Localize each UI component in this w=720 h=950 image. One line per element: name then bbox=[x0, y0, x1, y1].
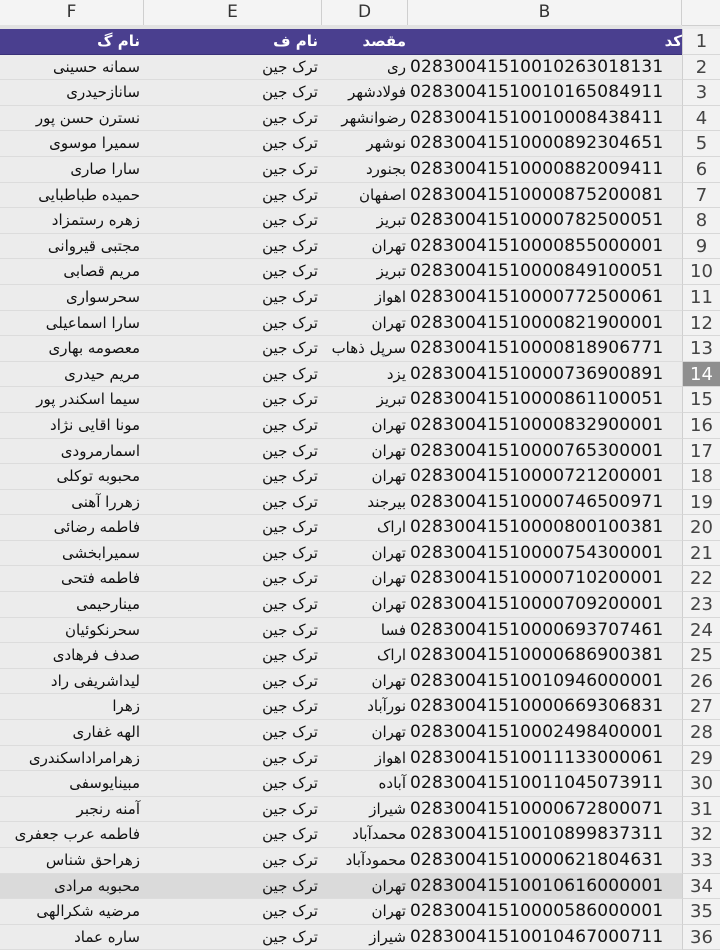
cell-family[interactable]: ترک جین bbox=[262, 134, 318, 153]
cell-family[interactable]: ترک جین bbox=[262, 159, 318, 178]
row-number[interactable]: 7 bbox=[682, 183, 720, 209]
cell-name[interactable]: لیداشریفی راد bbox=[50, 671, 140, 690]
cell-name[interactable]: مجتبی قیروانی bbox=[47, 236, 140, 255]
cell-code[interactable]: 02830041510000849100051 bbox=[410, 261, 664, 282]
row-number[interactable]: 23 bbox=[682, 592, 720, 618]
cell-code[interactable]: 02830041510010008438411 bbox=[410, 107, 664, 128]
cell-name[interactable]: زهراحق شناس bbox=[45, 851, 140, 869]
cell-code[interactable]: 02830041510000821900001 bbox=[410, 312, 664, 333]
table-row[interactable] bbox=[0, 566, 682, 592]
cell-family[interactable]: ترک جین bbox=[262, 390, 318, 409]
header-cell-family[interactable]: نام ف bbox=[273, 32, 318, 50]
cell-destination[interactable]: نورآباد bbox=[367, 697, 406, 716]
cell-destination[interactable]: تهران bbox=[371, 236, 406, 255]
cell-destination[interactable]: فولادشهر bbox=[348, 83, 406, 102]
table-row[interactable] bbox=[0, 234, 682, 260]
cell-code[interactable]: 02830041510000672800071 bbox=[410, 798, 664, 819]
row-number[interactable]: 11 bbox=[682, 285, 720, 311]
column-header-e[interactable]: E bbox=[144, 0, 322, 25]
cell-name[interactable]: مریم حیدری bbox=[64, 364, 140, 383]
cell-destination[interactable]: تبریز bbox=[376, 390, 406, 409]
cell-destination[interactable]: اهواز bbox=[374, 748, 406, 767]
row-number[interactable]: 31 bbox=[682, 797, 720, 823]
cell-code[interactable]: 02830041510000832900001 bbox=[410, 414, 664, 435]
table-row[interactable] bbox=[0, 771, 682, 797]
cell-family[interactable]: ترک جین bbox=[262, 364, 318, 383]
column-header-bar bbox=[0, 0, 720, 26]
row-number[interactable]: 35 bbox=[682, 899, 720, 925]
row-number[interactable]: 10 bbox=[682, 259, 720, 285]
row-number[interactable]: 13 bbox=[682, 336, 720, 362]
row-number[interactable]: 26 bbox=[682, 669, 720, 695]
cell-destination[interactable]: تهران bbox=[371, 467, 406, 486]
cell-destination[interactable]: تهران bbox=[371, 595, 406, 614]
cell-name[interactable]: سمانه حسینی bbox=[52, 57, 140, 76]
cell-name[interactable]: حمیده طباطبایی bbox=[38, 185, 140, 204]
cell-destination[interactable]: تهران bbox=[371, 876, 406, 895]
cell-family[interactable]: ترک جین bbox=[262, 415, 318, 434]
cell-code[interactable]: 02830041510010946000001 bbox=[410, 670, 664, 691]
table-row[interactable] bbox=[0, 131, 682, 157]
cell-name[interactable]: مینارحیمی bbox=[76, 595, 140, 614]
cell-destination[interactable]: تبریز bbox=[376, 262, 406, 281]
cell-family[interactable]: ترک جین bbox=[262, 595, 318, 614]
table-row[interactable] bbox=[0, 208, 682, 234]
cell-destination[interactable]: بیرجند bbox=[367, 492, 406, 511]
cell-family[interactable]: ترک جین bbox=[262, 927, 318, 946]
cell-destination[interactable]: تهران bbox=[371, 902, 406, 921]
row-number[interactable]: 14 bbox=[682, 362, 720, 388]
cell-family[interactable]: ترک جین bbox=[262, 671, 318, 690]
cell-code[interactable]: 02830041510000875200081 bbox=[410, 184, 664, 205]
cell-code[interactable]: 02830041510000621804631 bbox=[410, 850, 664, 870]
cell-name[interactable]: مریم قصابی bbox=[63, 262, 140, 281]
cell-family[interactable]: ترک جین bbox=[262, 108, 318, 127]
cell-code[interactable]: 02830041510000586000001 bbox=[410, 901, 664, 922]
cell-destination[interactable]: محمودآباد bbox=[345, 851, 406, 869]
row-number[interactable]: 34 bbox=[682, 874, 720, 900]
cell-code[interactable]: 02830041510000709200001 bbox=[410, 594, 664, 615]
table-row[interactable] bbox=[0, 925, 682, 950]
cell-family[interactable]: ترک جین bbox=[262, 467, 318, 486]
table-row[interactable] bbox=[0, 746, 682, 772]
cell-destination[interactable]: بجنورد bbox=[365, 159, 406, 178]
cell-code[interactable]: 02830041510000710200001 bbox=[410, 568, 664, 589]
cell-code[interactable]: 02830041510010616000001 bbox=[410, 875, 664, 896]
cell-name[interactable]: سحرنکوئیان bbox=[64, 620, 140, 639]
row-number[interactable]: 12 bbox=[682, 311, 720, 337]
cell-code[interactable]: 02830041510000855000001 bbox=[410, 235, 664, 256]
table-row[interactable] bbox=[0, 80, 682, 106]
table-row[interactable] bbox=[0, 311, 682, 337]
cell-family[interactable]: ترک جین bbox=[262, 646, 318, 665]
cell-code[interactable]: 02830041510000882009411 bbox=[410, 158, 664, 179]
cell-code[interactable]: 02830041510002498400001 bbox=[410, 722, 664, 743]
cell-family[interactable]: ترک جین bbox=[262, 441, 318, 460]
column-header-d[interactable]: D bbox=[322, 0, 408, 25]
cell-code[interactable]: 02830041510000736900891 bbox=[410, 363, 664, 384]
row-number[interactable]: 17 bbox=[682, 439, 720, 465]
cell-name[interactable]: زهرامراداسکندری bbox=[28, 748, 140, 767]
row-number[interactable]: 36 bbox=[682, 925, 720, 950]
table-row[interactable] bbox=[0, 797, 682, 823]
cell-family[interactable]: ترک جین bbox=[262, 57, 318, 76]
cell-family[interactable]: ترک جین bbox=[262, 236, 318, 255]
row-number[interactable]: 27 bbox=[682, 694, 720, 720]
table-row[interactable] bbox=[0, 464, 682, 490]
row-number[interactable]: 18 bbox=[682, 464, 720, 490]
cell-name[interactable]: محبوبه توکلی bbox=[56, 467, 140, 486]
cell-code[interactable]: 02830041510000721200001 bbox=[410, 466, 664, 487]
row-number[interactable]: 32 bbox=[682, 822, 720, 848]
cell-destination[interactable]: آباده bbox=[378, 774, 406, 793]
cell-name[interactable]: سیما اسکندر پور bbox=[36, 390, 140, 409]
cell-family[interactable]: ترک جین bbox=[262, 313, 318, 332]
cell-code[interactable]: 02830041510000782500051 bbox=[410, 210, 664, 231]
row-number[interactable]: 19 bbox=[682, 490, 720, 516]
table-row[interactable] bbox=[0, 362, 682, 388]
row-number[interactable]: 3 bbox=[682, 80, 720, 106]
cell-name[interactable]: فاطمه رضائی bbox=[53, 518, 140, 537]
table-row[interactable] bbox=[0, 592, 682, 618]
cell-name[interactable]: فاطمه عرب جعفری bbox=[14, 825, 140, 844]
cell-destination[interactable]: تهران bbox=[371, 723, 406, 742]
cell-destination[interactable]: فسا bbox=[380, 620, 406, 639]
row-number[interactable]: 30 bbox=[682, 771, 720, 797]
cell-name[interactable]: زهره رستمزاد bbox=[51, 211, 140, 230]
cell-code[interactable]: 02830041510010165084911 bbox=[410, 82, 664, 103]
cell-name[interactable]: سانازحیدری bbox=[66, 83, 140, 102]
table-row[interactable] bbox=[0, 618, 682, 644]
table-row[interactable] bbox=[0, 490, 682, 516]
cell-family[interactable]: ترک جین bbox=[262, 748, 318, 767]
cell-code[interactable]: 02830041510000800100381 bbox=[410, 517, 664, 538]
cell-destination[interactable]: سرپل ذهاب bbox=[331, 339, 406, 358]
row-number[interactable]: 20 bbox=[682, 515, 720, 541]
cell-code[interactable]: 02830041510011133000061 bbox=[410, 747, 664, 768]
cell-name[interactable]: مبینایوسفی bbox=[69, 774, 140, 793]
cell-name[interactable]: محبوبه مرادی bbox=[54, 876, 140, 895]
cell-name[interactable]: مونا اقایی نژاد bbox=[50, 415, 140, 434]
row-number[interactable]: 24 bbox=[682, 618, 720, 644]
cell-code[interactable]: 02830041510010899837311 bbox=[410, 824, 664, 845]
table-row[interactable] bbox=[0, 515, 682, 541]
cell-destination[interactable]: تهران bbox=[371, 569, 406, 588]
cell-family[interactable]: ترک جین bbox=[262, 287, 318, 306]
cell-code[interactable]: 02830041510000861100051 bbox=[410, 389, 664, 410]
table-row[interactable] bbox=[0, 643, 682, 669]
row-number[interactable]: 25 bbox=[682, 643, 720, 669]
cell-destination[interactable]: اراک bbox=[376, 646, 406, 665]
row-number[interactable]: 21 bbox=[682, 541, 720, 567]
cell-destination[interactable]: تهران bbox=[371, 441, 406, 460]
cell-name[interactable]: اسمارمرودی bbox=[60, 441, 140, 460]
row-number[interactable]: 4 bbox=[682, 106, 720, 132]
cell-name[interactable]: سمیرا موسوی bbox=[49, 134, 140, 153]
cell-family[interactable]: ترک جین bbox=[262, 851, 318, 869]
cell-name[interactable]: آمنه رنجبر bbox=[76, 799, 140, 818]
cell-destination[interactable]: ری bbox=[387, 57, 406, 76]
table-row[interactable] bbox=[0, 848, 682, 874]
cell-family[interactable]: ترک جین bbox=[262, 825, 318, 844]
cell-name[interactable]: زهرا bbox=[112, 697, 140, 716]
cell-name[interactable]: ساره عماد bbox=[74, 927, 140, 946]
row-number[interactable]: 22 bbox=[682, 566, 720, 592]
cell-family[interactable]: ترک جین bbox=[262, 569, 318, 588]
cell-family[interactable]: ترک جین bbox=[262, 83, 318, 102]
cell-destination[interactable]: شیراز bbox=[369, 799, 406, 818]
cell-destination[interactable]: تهران bbox=[371, 543, 406, 562]
cell-code[interactable]: 02830041510000686900381 bbox=[410, 645, 664, 666]
cell-destination[interactable]: محمدآباد bbox=[352, 825, 406, 844]
table-row[interactable] bbox=[0, 413, 682, 439]
cell-code[interactable]: 02830041510000754300001 bbox=[410, 542, 664, 563]
table-row[interactable] bbox=[0, 55, 682, 81]
cell-destination[interactable]: اهواز bbox=[374, 287, 406, 306]
table-row[interactable] bbox=[0, 336, 682, 362]
cell-name[interactable]: سارا اسماعیلی bbox=[45, 313, 140, 332]
cell-family[interactable]: ترک جین bbox=[262, 185, 318, 204]
cell-code[interactable]: 02830041510000669306831 bbox=[410, 696, 664, 717]
cell-destination[interactable]: تهران bbox=[371, 415, 406, 434]
header-cell-name[interactable]: نام گ bbox=[97, 32, 140, 50]
column-header-b[interactable]: B bbox=[408, 0, 682, 25]
row-number[interactable]: 1 bbox=[682, 29, 720, 55]
row-number[interactable]: 2 bbox=[682, 55, 720, 81]
row-number[interactable]: 6 bbox=[682, 157, 720, 183]
cell-name[interactable]: مرضیه شکرالهی bbox=[36, 902, 140, 921]
row-number[interactable]: 16 bbox=[682, 413, 720, 439]
spreadsheet-grid bbox=[0, 29, 682, 950]
cell-family[interactable]: ترک جین bbox=[262, 697, 318, 716]
table-row[interactable] bbox=[0, 106, 682, 132]
row-number[interactable]: 15 bbox=[682, 387, 720, 413]
cell-destination[interactable]: تبریز bbox=[376, 211, 406, 230]
cell-family[interactable]: ترک جین bbox=[262, 518, 318, 537]
cell-family[interactable]: ترک جین bbox=[262, 723, 318, 742]
cell-family[interactable]: ترک جین bbox=[262, 211, 318, 230]
cell-code[interactable]: 02830041510000772500061 bbox=[410, 286, 664, 307]
table-row[interactable] bbox=[0, 874, 682, 900]
cell-name[interactable]: سمیرابخشی bbox=[62, 543, 140, 562]
header-cell-code[interactable]: کد bbox=[664, 32, 682, 50]
cell-destination[interactable]: تهران bbox=[371, 313, 406, 332]
table-row[interactable] bbox=[0, 822, 682, 848]
row-number[interactable]: 28 bbox=[682, 720, 720, 746]
cell-destination[interactable]: اصفهان bbox=[359, 185, 406, 204]
row-number[interactable]: 8 bbox=[682, 208, 720, 234]
table-row[interactable] bbox=[0, 259, 682, 285]
cell-code[interactable]: 02830041510000693707461 bbox=[410, 619, 664, 640]
cell-code[interactable]: 02830041510010467000711 bbox=[410, 926, 664, 947]
row-number[interactable]: 29 bbox=[682, 746, 720, 772]
column-header-f[interactable]: F bbox=[0, 0, 144, 25]
cell-destination[interactable]: یزد bbox=[386, 364, 406, 383]
cell-code[interactable]: 02830041510000818906771 bbox=[410, 338, 664, 359]
cell-name[interactable]: سارا صاری bbox=[70, 159, 140, 178]
header-row[interactable] bbox=[0, 29, 682, 55]
table-row[interactable] bbox=[0, 541, 682, 567]
cell-name[interactable]: فاطمه فتحی bbox=[60, 569, 140, 588]
cell-code[interactable]: 02830041510000892304651 bbox=[410, 133, 664, 154]
cell-family[interactable]: ترک جین bbox=[262, 262, 318, 281]
table-row[interactable] bbox=[0, 285, 682, 311]
cell-name[interactable]: زهررا آهنی bbox=[71, 492, 140, 511]
cell-name[interactable]: معصومه بهاری bbox=[48, 339, 140, 358]
cell-name[interactable]: نسترن حسن پور bbox=[35, 108, 140, 127]
cell-destination[interactable]: نوشهر bbox=[366, 134, 406, 153]
cell-family[interactable]: ترک جین bbox=[262, 799, 318, 818]
table-row[interactable] bbox=[0, 439, 682, 465]
cell-family[interactable]: ترک جین bbox=[262, 902, 318, 921]
cell-destination[interactable]: تهران bbox=[371, 671, 406, 690]
row-number-column bbox=[682, 29, 720, 950]
cell-destination[interactable]: اراک bbox=[376, 518, 406, 537]
row-number[interactable]: 33 bbox=[682, 848, 720, 874]
cell-family[interactable]: ترک جین bbox=[262, 543, 318, 562]
table-row[interactable] bbox=[0, 183, 682, 209]
cell-name[interactable]: سحرسواری bbox=[66, 287, 140, 306]
cell-family[interactable]: ترک جین bbox=[262, 620, 318, 639]
cell-family[interactable]: ترک جین bbox=[262, 492, 318, 511]
cell-code[interactable]: 02830041510010263018131 bbox=[410, 56, 664, 77]
table-row[interactable] bbox=[0, 157, 682, 183]
table-row[interactable] bbox=[0, 669, 682, 695]
cell-destination[interactable]: رضوانشهر bbox=[341, 108, 406, 127]
cell-code[interactable]: 02830041510011045073911 bbox=[410, 773, 664, 794]
cell-family[interactable]: ترک جین bbox=[262, 774, 318, 793]
cell-code[interactable]: 02830041510000746500971 bbox=[410, 491, 664, 512]
table-row[interactable] bbox=[0, 720, 682, 746]
table-row[interactable] bbox=[0, 387, 682, 413]
cell-destination[interactable]: شیراز bbox=[369, 927, 406, 946]
cell-name[interactable]: صدف فرهادی bbox=[52, 646, 140, 665]
row-number[interactable]: 5 bbox=[682, 131, 720, 157]
table-row[interactable] bbox=[0, 694, 682, 720]
cell-code[interactable]: 02830041510000765300001 bbox=[410, 440, 664, 461]
cell-name[interactable]: الهه غفاری bbox=[72, 723, 140, 742]
table-row[interactable] bbox=[0, 899, 682, 925]
cell-family[interactable]: ترک جین bbox=[262, 339, 318, 358]
row-number[interactable]: 9 bbox=[682, 234, 720, 260]
header-cell-destination[interactable]: مقصد bbox=[362, 32, 406, 50]
cell-family[interactable]: ترک جین bbox=[262, 876, 318, 895]
